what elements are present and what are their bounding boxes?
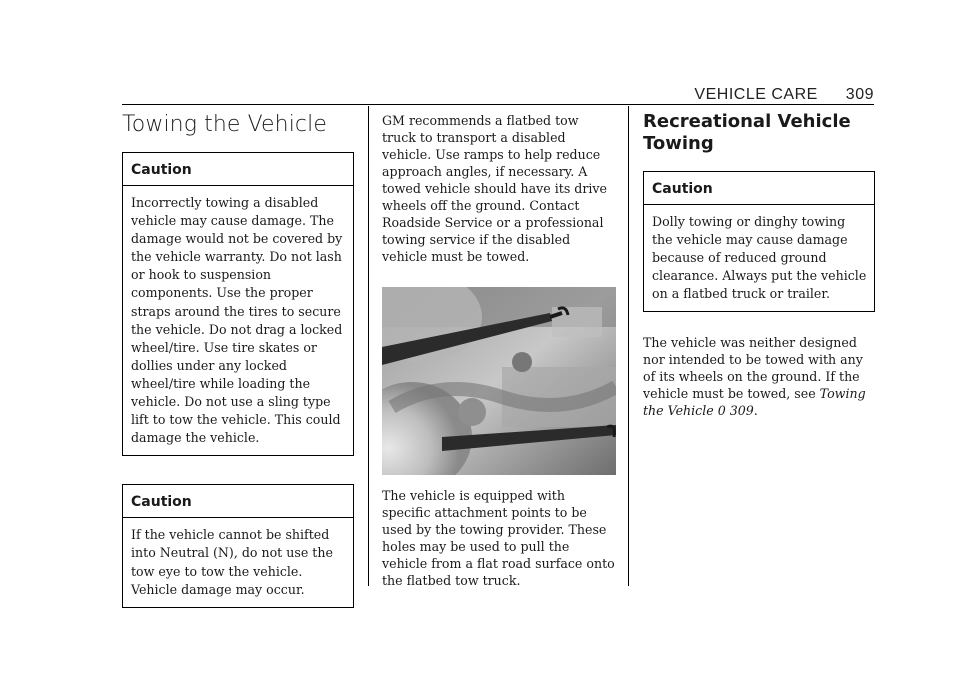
page-header bbox=[694, 86, 874, 104]
caution-box-3 bbox=[643, 171, 875, 312]
column-divider-1 bbox=[368, 106, 369, 586]
caution-label: Caution bbox=[123, 485, 353, 518]
paragraph-attachment-points: The vehicle is equipped with specific attachment points to be used by the towing provider. These holes may be used to pull the vehicle from a flat road surface onto the flatbed tow truck. bbox=[382, 488, 615, 588]
column-3 bbox=[643, 106, 875, 419]
caution-text: Dolly towing or dinghy towing the vehicle may cause damage because of reduced ground clearance. Always put the vehicle on a flatbed truck or trailer. bbox=[652, 214, 867, 302]
header-rule bbox=[122, 104, 874, 105]
caution-text: Incorrectly towing a disabled vehicle may cause damage. The damage would not be covered by the vehicle warranty. Do not lash or hook to suspension components. Use the proper straps around the tires to secure the vehicle. Do not drag a locked wheel/tire. Use tire skates or dollies under any locked wheel/tire while loading the vehicle. Do not use a sling type lift to tow the vehicle. This could damage the vehicle. bbox=[131, 195, 343, 446]
section-title-towing: Towing the Vehicle bbox=[122, 112, 327, 137]
column-divider-2 bbox=[628, 106, 629, 586]
page-number: 309 bbox=[845, 86, 874, 103]
cross-reference-page[interactable]: 0 309 bbox=[717, 403, 754, 419]
paragraph-text: The vehicle was neither designed nor intended to be towed with any of its wheels on the ground. If the vehicle must be towed, see bbox=[643, 335, 863, 402]
column-2 bbox=[382, 106, 616, 589]
caution-label: Caution bbox=[123, 153, 353, 186]
paragraph-flatbed: GM recommends a flatbed tow truck to transport a disabled vehicle. Use ramps to help reduce approach angles, if necessary. A towed vehicle should have its drive wheels off the ground. Contact Roadside Service or a professional towing service if the disabled vehicle must be towed. bbox=[382, 113, 607, 264]
section-title-rv-towing: Recreational Vehicle Towing bbox=[643, 111, 851, 154]
caution-box-2 bbox=[122, 484, 354, 607]
caution-box-1 bbox=[122, 152, 354, 456]
caution-label: Caution bbox=[644, 172, 874, 205]
header-section: VEHICLE CARE bbox=[694, 86, 818, 103]
paragraph-rv-towing bbox=[643, 334, 875, 419]
attachment-points-photo bbox=[382, 287, 616, 475]
cross-reference-link[interactable]: Towing the Vehicle bbox=[643, 386, 866, 419]
column-1 bbox=[122, 106, 354, 608]
caution-text: If the vehicle cannot be shifted into Neutral (N), do not use the tow eye to tow the vehicle. Vehicle damage may occur. bbox=[131, 527, 333, 597]
paragraph-end: . bbox=[753, 403, 758, 419]
